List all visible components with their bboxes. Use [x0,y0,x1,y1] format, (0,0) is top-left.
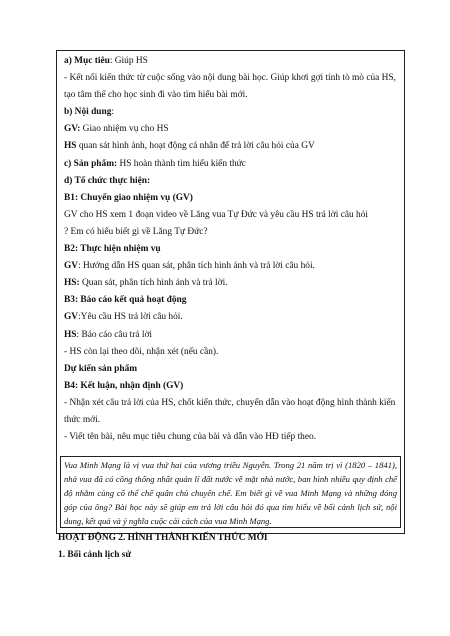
gv-task-line [64,121,400,138]
step2-hs-text: Quan sát, phân tích hình ảnh và trả lời. [79,278,228,289]
lesson-content [64,53,400,446]
step3-hs-line [64,327,400,344]
step1-label: B1: Chuyển giao nhiệm vụ (GV) [64,192,193,203]
step1-text-2: ? Em có hiểu biết gì về Lăng Tự Đức? [64,226,208,237]
content-line [64,104,400,121]
step2-heading [64,241,400,258]
hs-label: HS [64,141,77,152]
hs-text: quan sát hình ảnh, hoạt động cá nhân để trả lời câu hỏi của GV [76,141,315,152]
step3-heading [64,292,400,309]
step2-gv-line [64,258,400,275]
step2-gv-label: GV [64,261,79,272]
step3-gv-line [64,309,400,326]
step4-text-3: - Viết tên bài, nêu mục tiêu chung của bài và dẫn vào HĐ tiếp theo. [64,432,317,443]
step4-label: B4: Kết luận, nhận định (GV) [64,380,184,391]
objective-desc-1: - Kết nối kiến thức từ cuộc sống vào nội dung bài học. Giúp khơi gợi tính tò mò của HS, [64,73,397,84]
step3-rest: - HS còn lại theo dõi, nhận xét (nếu cần). [64,346,219,357]
next-section [58,530,398,564]
objective-label: a) Mục tiêu [64,56,110,66]
step4-text-1: - Nhận xét câu trả lời của HS, chốt kiến thức, chuyển dẫn vào hoạt động hình thành kiến [64,397,396,408]
intro-quote-text: Vua Minh Mạng là vị vua thứ hai của vương triều Nguyễn. Trong 21 năm trị vì (1820 – 1841), nhà vua đã có công thống nhất quản lí đất nước về mặt nhà nước, ban hình nhiều quy định chế độ nhằm củng cố thể chế quân chủ chuyên chế. Em biết gì về vua Minh Mạng và những đóng góp của ông? Bài học này sẽ giúp em trả lời câu hỏi đó qua tìm hiểu về bối cảnh lịch sử, nội dung, kết quả và ý nghĩa cuộc cải cách của vua Minh Mạng. [64,460,397,527]
product-label: c) Sản phẩm: [64,158,118,169]
organize-line [64,173,400,190]
step3-gv-label: GV [64,312,79,323]
objective-text: : Giúp HS [109,56,148,66]
organize-label: d) Tổ chức thực hiện: [64,175,151,186]
objective-desc-2: tạo tâm thế cho học sinh đi vào tìm hiểu bài mới. [64,90,248,101]
gv-text: Giao nhiệm vụ cho HS [80,124,169,135]
step2-hs-line [64,275,400,292]
expected-product-label: Dự kiến sản phẩm [64,363,138,374]
step4-heading [64,378,400,395]
step1-heading [64,190,400,207]
step4-text-2: thức mới. [64,414,101,425]
content-label: b) Nội dung [64,107,112,118]
intro-quote-box [60,456,401,528]
step3-hs-label: HS [64,329,77,340]
hs-task-line [64,138,400,155]
step3-gv-text: :Yêu cầu HS trả lời câu hỏi. [78,312,183,323]
activity-heading: HOẠT ĐỘNG 2. HÌNH THÀNH KIẾN THỨC MỚI [58,533,268,543]
objective-line [64,53,400,70]
step3-hs-text: : Báo cáo câu trả lời [76,329,153,340]
content-colon: : [111,107,115,118]
product-line [64,156,400,173]
product-text: HS hoàn thành tìm hiểu kiến thức [117,158,246,169]
gv-label: GV: [64,124,81,135]
step1-text-1: GV cho HS xem 1 đoạn video về Lăng vua Tự Đức và yêu cầu HS trả lời câu hỏi [64,209,369,220]
step2-hs-label: HS: [64,278,80,289]
step2-label: B2: Thực hiện nhiệm vụ [64,244,161,255]
expected-product-line [64,361,400,378]
step2-gv-text: : Hướng dẫn HS quan sát, phân tích hình ảnh và trả lời câu hỏi. [78,261,315,272]
background-subheading: 1. Bối cảnh lịch sử [58,550,132,560]
step3-label: B3: Báo cáo kết quả hoạt động [64,295,187,306]
